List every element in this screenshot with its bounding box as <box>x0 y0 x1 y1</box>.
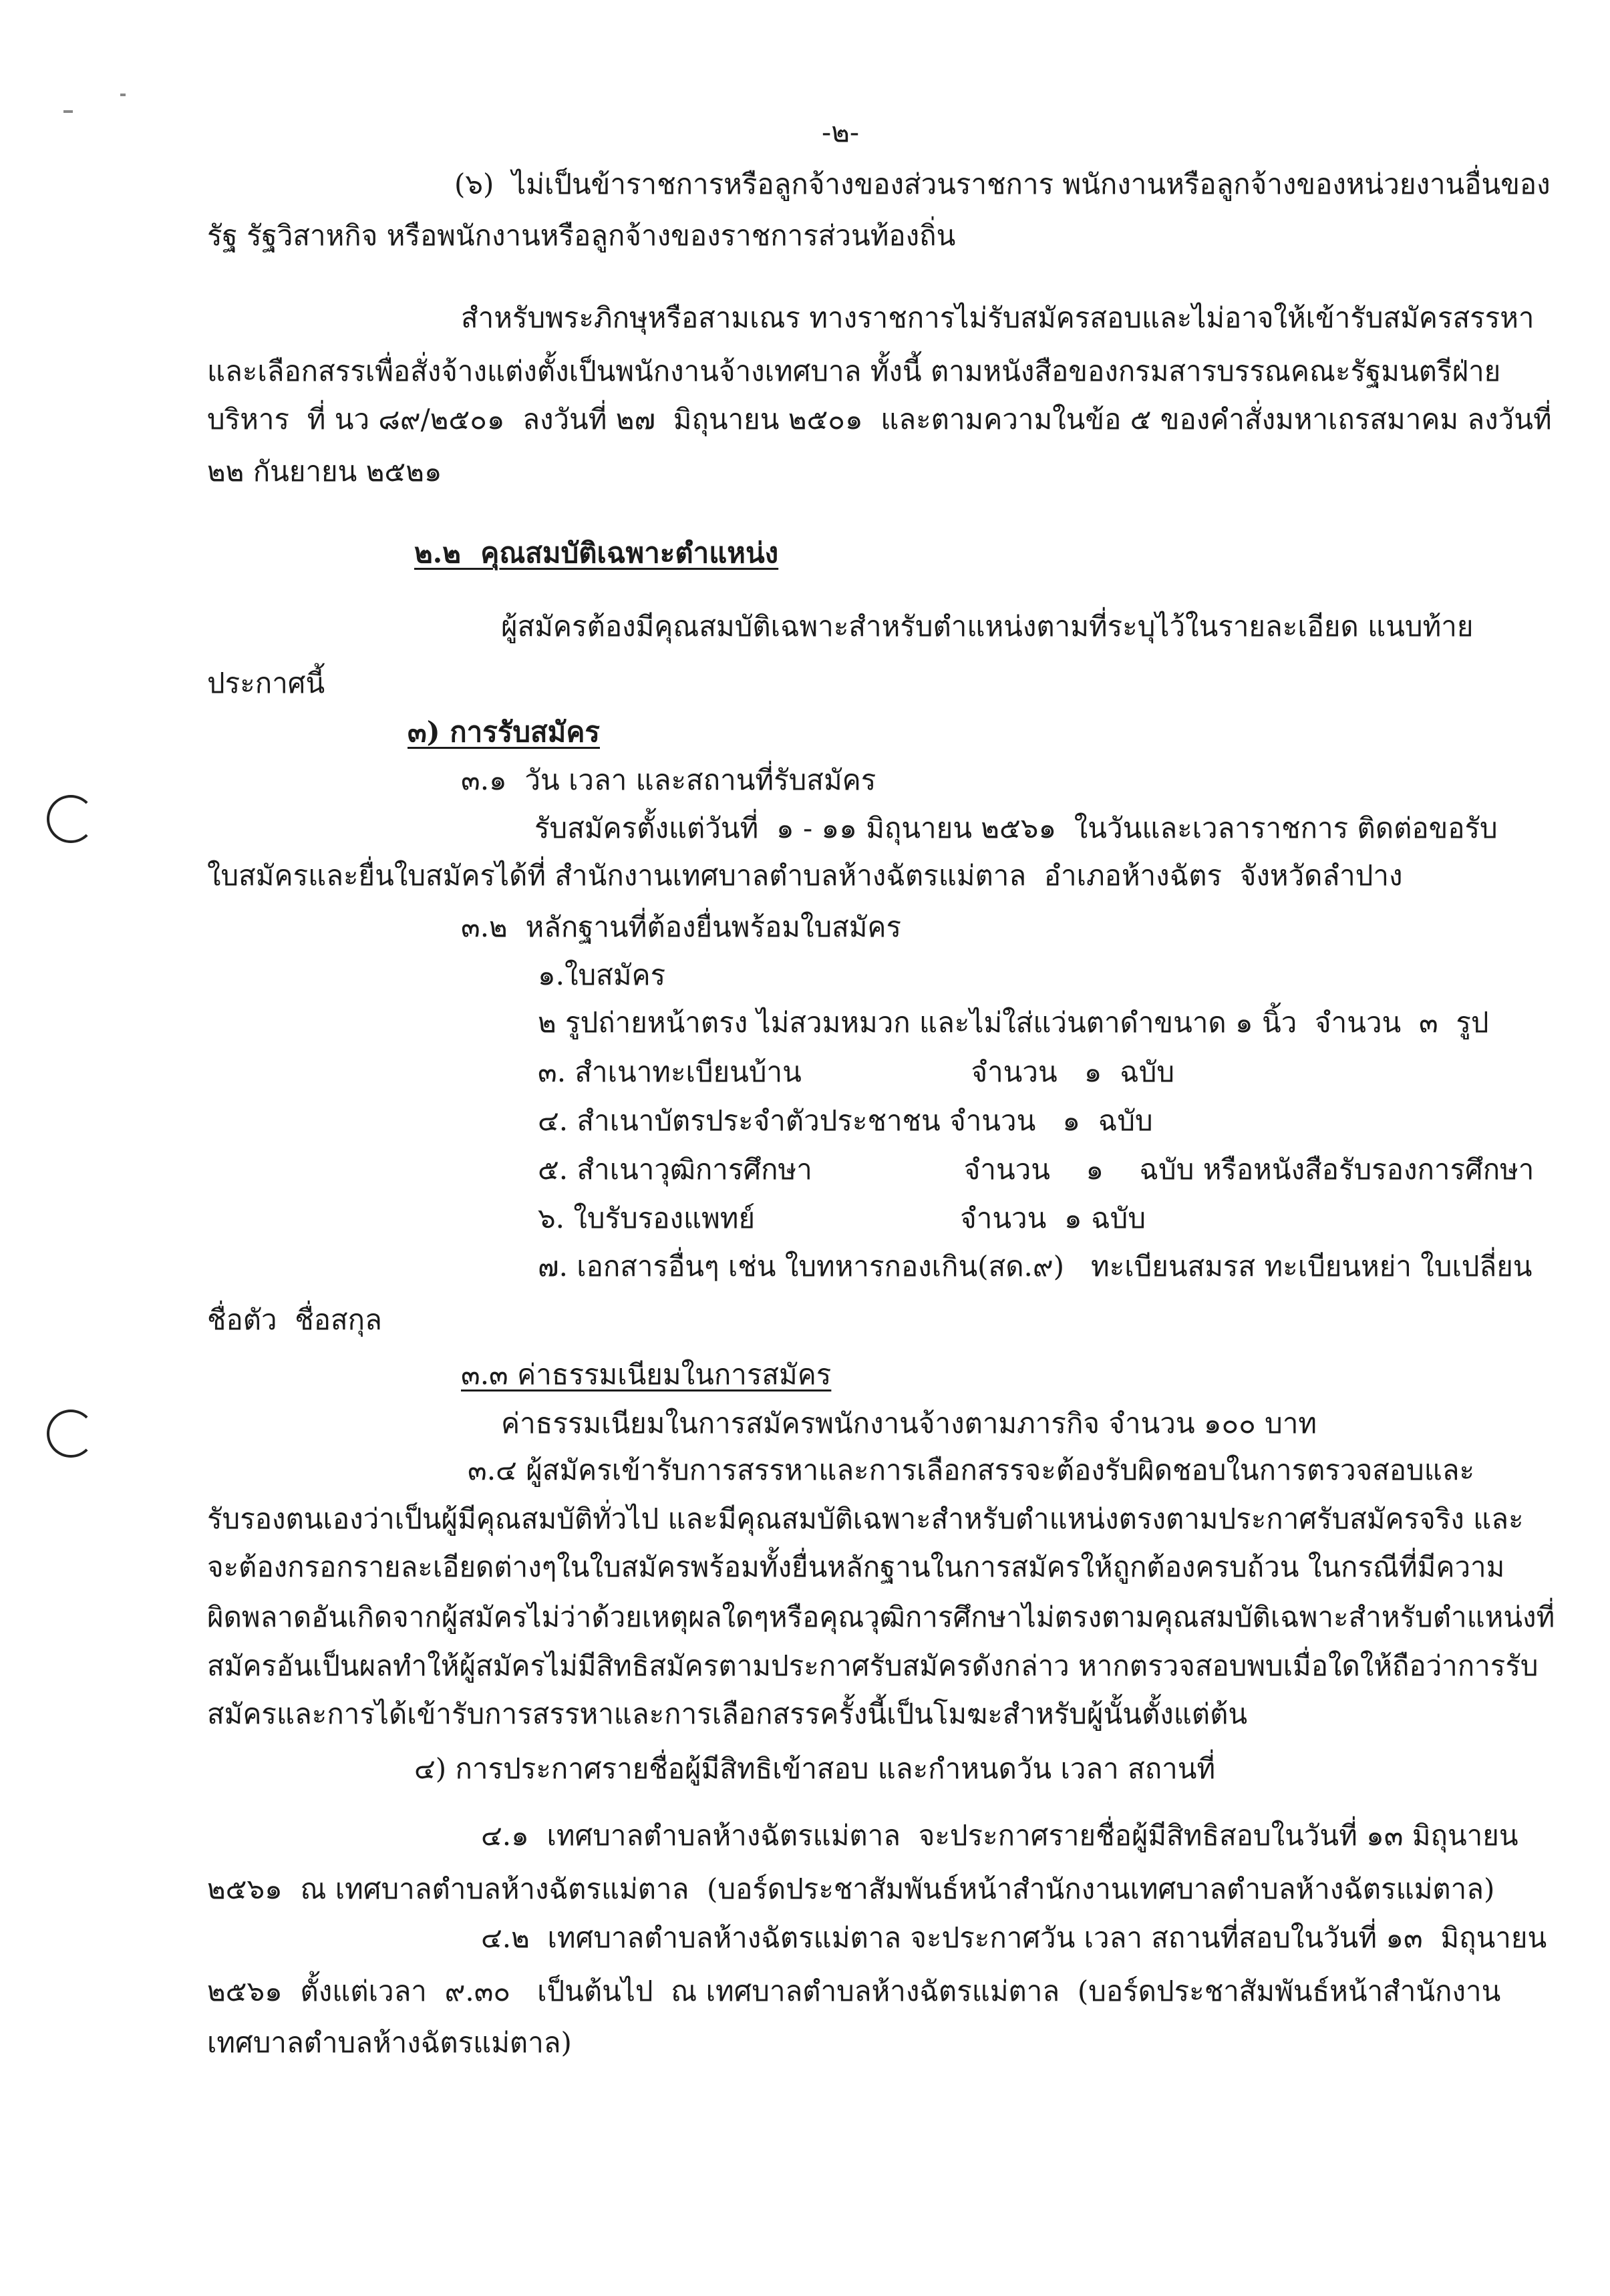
document-list-item: ๔. สำเนาบัตรประจำตัวประชาชน จำนวน ๑ ฉบับ <box>538 1104 1153 1137</box>
section-2-2-line-2: ประกาศนี้ <box>207 667 325 699</box>
document-list-item: ๕. สำเนาวุฒิการศึกษา จำนวน ๑ ฉบับ หรือหนังสือรับรองการศึกษา <box>538 1153 1535 1186</box>
monk-paragraph-line: และเลือกสรรเพื่อสั่งจ้างแต่งตั้งเป็นพนักงานจ้างเทศบาล ทั้งนี้ ตามหนังสือของกรมสารบรรณคณะรัฐมนตรีฝ่าย <box>207 355 1501 387</box>
punch-hole-mark <box>47 795 95 843</box>
section-3-3-title: ๓.๓ ค่าธรรมเนียมในการสมัคร <box>461 1358 832 1391</box>
document-list-item: ๑.ใบสมัคร <box>538 959 666 991</box>
section-4-2-line: ๒๕๖๑ ตั้งแต่เวลา ๙.๓๐ เป็นต้นไป ณ เทศบาลตำบลห้างฉัตรแม่ตาล (บอร์ดประชาสัมพันธ์หน้าสำนักงาน <box>207 1975 1501 2007</box>
section-3-4-line: รับรองตนเองว่าเป็นผู้มีคุณสมบัติทั่วไป และมีคุณสมบัติเฉพาะสำหรับตำแหน่งตรงตามประกาศรับสมัครจริง และ <box>207 1502 1524 1535</box>
document-list-item: ๓. สำเนาทะเบียนบ้าน จำนวน ๑ ฉบับ <box>538 1055 1175 1088</box>
document-list-item: ๒ รูปถ่ายหน้าตรง ไม่สวมหมวก และไม่ใส่แว่นตาดำขนาด ๑ นิ้ว จำนวน ๓ รูป <box>538 1006 1489 1039</box>
section-3-1-line-2: ใบสมัครและยื่นใบสมัครได้ที่ สำนักงานเทศบาลตำบลห้างฉัตรแม่ตาล อำเภอห้างฉัตร จังหวัดลำปาง <box>207 859 1403 892</box>
section-4-heading: ๔) การประกาศรายชื่อผู้มีสิทธิเข้าสอบ และกำหนดวัน เวลา สถานที่ <box>414 1752 1216 1785</box>
item-6-line-1: (๖) ไม่เป็นข้าราชการหรือลูกจ้างของส่วนราชการ พนักงานหรือลูกจ้างของหน่วยงานอื่นของ <box>454 168 1551 200</box>
scan-speck <box>63 110 73 113</box>
section-3-1-line-1: รับสมัครตั้งแต่วันที่ ๑ - ๑๑ มิถุนายน ๒๕๖๑ ในวันและเวลาราชการ ติดต่อขอรับ <box>534 812 1498 844</box>
section-2-2-line-1: ผู้สมัครต้องมีคุณสมบัติเฉพาะสำหรับตำแหน่งตามที่ระบุไว้ในรายละเอียด แนบท้าย <box>501 610 1474 643</box>
document-list-item: ๖. ใบรับรองแพทย์ จำนวน ๑ ฉบับ <box>538 1202 1146 1235</box>
monk-paragraph-line: สำหรับพระภิกษุหรือสามเณร ทางราชการไม่รับสมัครสอบและไม่อาจให้เข้ารับสมัครสรรหา <box>461 301 1535 334</box>
scan-speck <box>120 94 126 96</box>
document-list-item: ๗. เอกสารอื่นๆ เช่น ใบทหารกองเกิน(สด.๙) ทะเบียนสมรส ทะเบียนหย่า ใบเปลี่ยน <box>538 1250 1533 1283</box>
section-3-2-title: ๓.๒ หลักฐานที่ต้องยื่นพร้อมใบสมัคร <box>461 911 902 943</box>
section-4-2-line: เทศบาลตำบลห้างฉัตรแม่ตาล) <box>207 2026 572 2059</box>
section-3-4-line: สมัครและการได้เข้ารับการสรรหาและการเลือกสรรครั้งนี้เป็นโมฆะสำหรับผู้นั้นตั้งแต่ต้น <box>207 1697 1248 1730</box>
section-3-heading: ๓) การรับสมัคร <box>408 715 600 748</box>
punch-hole-mark <box>47 1410 95 1458</box>
item-6-line-2: รัฐ รัฐวิสาหกิจ หรือพนักงานหรือลูกจ้างของราชการส่วนท้องถิ่น <box>207 219 956 252</box>
monk-paragraph-line: บริหาร ที่ นว ๘๙/๒๕๐๑ ลงวันที่ ๒๗ มิถุนายน ๒๕๐๑ และตามความในข้อ ๕ ของคำสั่งมหาเถรสมาคม ลงวันที่ <box>207 403 1552 436</box>
section-3-4-line: สมัครอันเป็นผลทำให้ผู้สมัครไม่มีสิทธิสมัครตามประกาศรับสมัครดังกล่าว หากตรวจสอบพบเมื่อใดให้ถือว่าการรับ <box>207 1649 1539 1682</box>
section-3-3-line-1: ค่าธรรมเนียมในการสมัครพนักงานจ้างตามภารกิจ จำนวน ๑๐๐ บาท <box>501 1407 1317 1440</box>
section-3-4-line: ๓.๔ ผู้สมัครเข้ารับการสรรหาและการเลือกสรรจะต้องรับผิดชอบในการตรวจสอบและ <box>468 1454 1475 1486</box>
monk-paragraph-line: ๒๒ กันยายน ๒๕๒๑ <box>207 455 442 488</box>
section-4-1-line: ๔.๑ เทศบาลตำบลห้างฉัตรแม่ตาล จะประกาศรายชื่อผู้มีสิทธิสอบในวันที่ ๑๓ มิถุนายน <box>481 1819 1518 1852</box>
section-3-4-line: จะต้องกรอกรายละเอียดต่างๆในใบสมัครพร้อมทั้งยื่นหลักฐานในการสมัครให้ถูกต้องครบถ้วน ในกรณีที่มีความ <box>207 1550 1505 1583</box>
section-4-2-line: ๔.๒ เทศบาลตำบลห้างฉัตรแม่ตาล จะประกาศวัน เวลา สถานที่สอบในวันที่ ๑๓ มิถุนายน <box>481 1921 1547 1954</box>
section-2-2-heading: ๒.๒ คุณสมบัติเฉพาะตำแหน่ง <box>414 536 779 569</box>
section-4-1-line: ๒๕๖๑ ณ เทศบาลตำบลห้างฉัตรแม่ตาล (บอร์ดประชาสัมพันธ์หน้าสำนักงานเทศบาลตำบลห้างฉัตรแม่ตาล) <box>207 1872 1495 1905</box>
section-3-4-line: ผิดพลาดอันเกิดจากผู้สมัครไม่ว่าด้วยเหตุผลใดๆหรือคุณวุฒิการศึกษาไม่ตรงตามคุณสมบัติเฉพาะสำหรับตำแหน่งที่ <box>207 1601 1555 1633</box>
section-3-1-title: ๓.๑ วัน เวลา และสถานที่รับสมัคร <box>461 764 876 796</box>
page-number: -๒- <box>822 116 860 148</box>
document-list-item-continued: ชื่อตัว ชื่อสกุล <box>207 1303 382 1336</box>
